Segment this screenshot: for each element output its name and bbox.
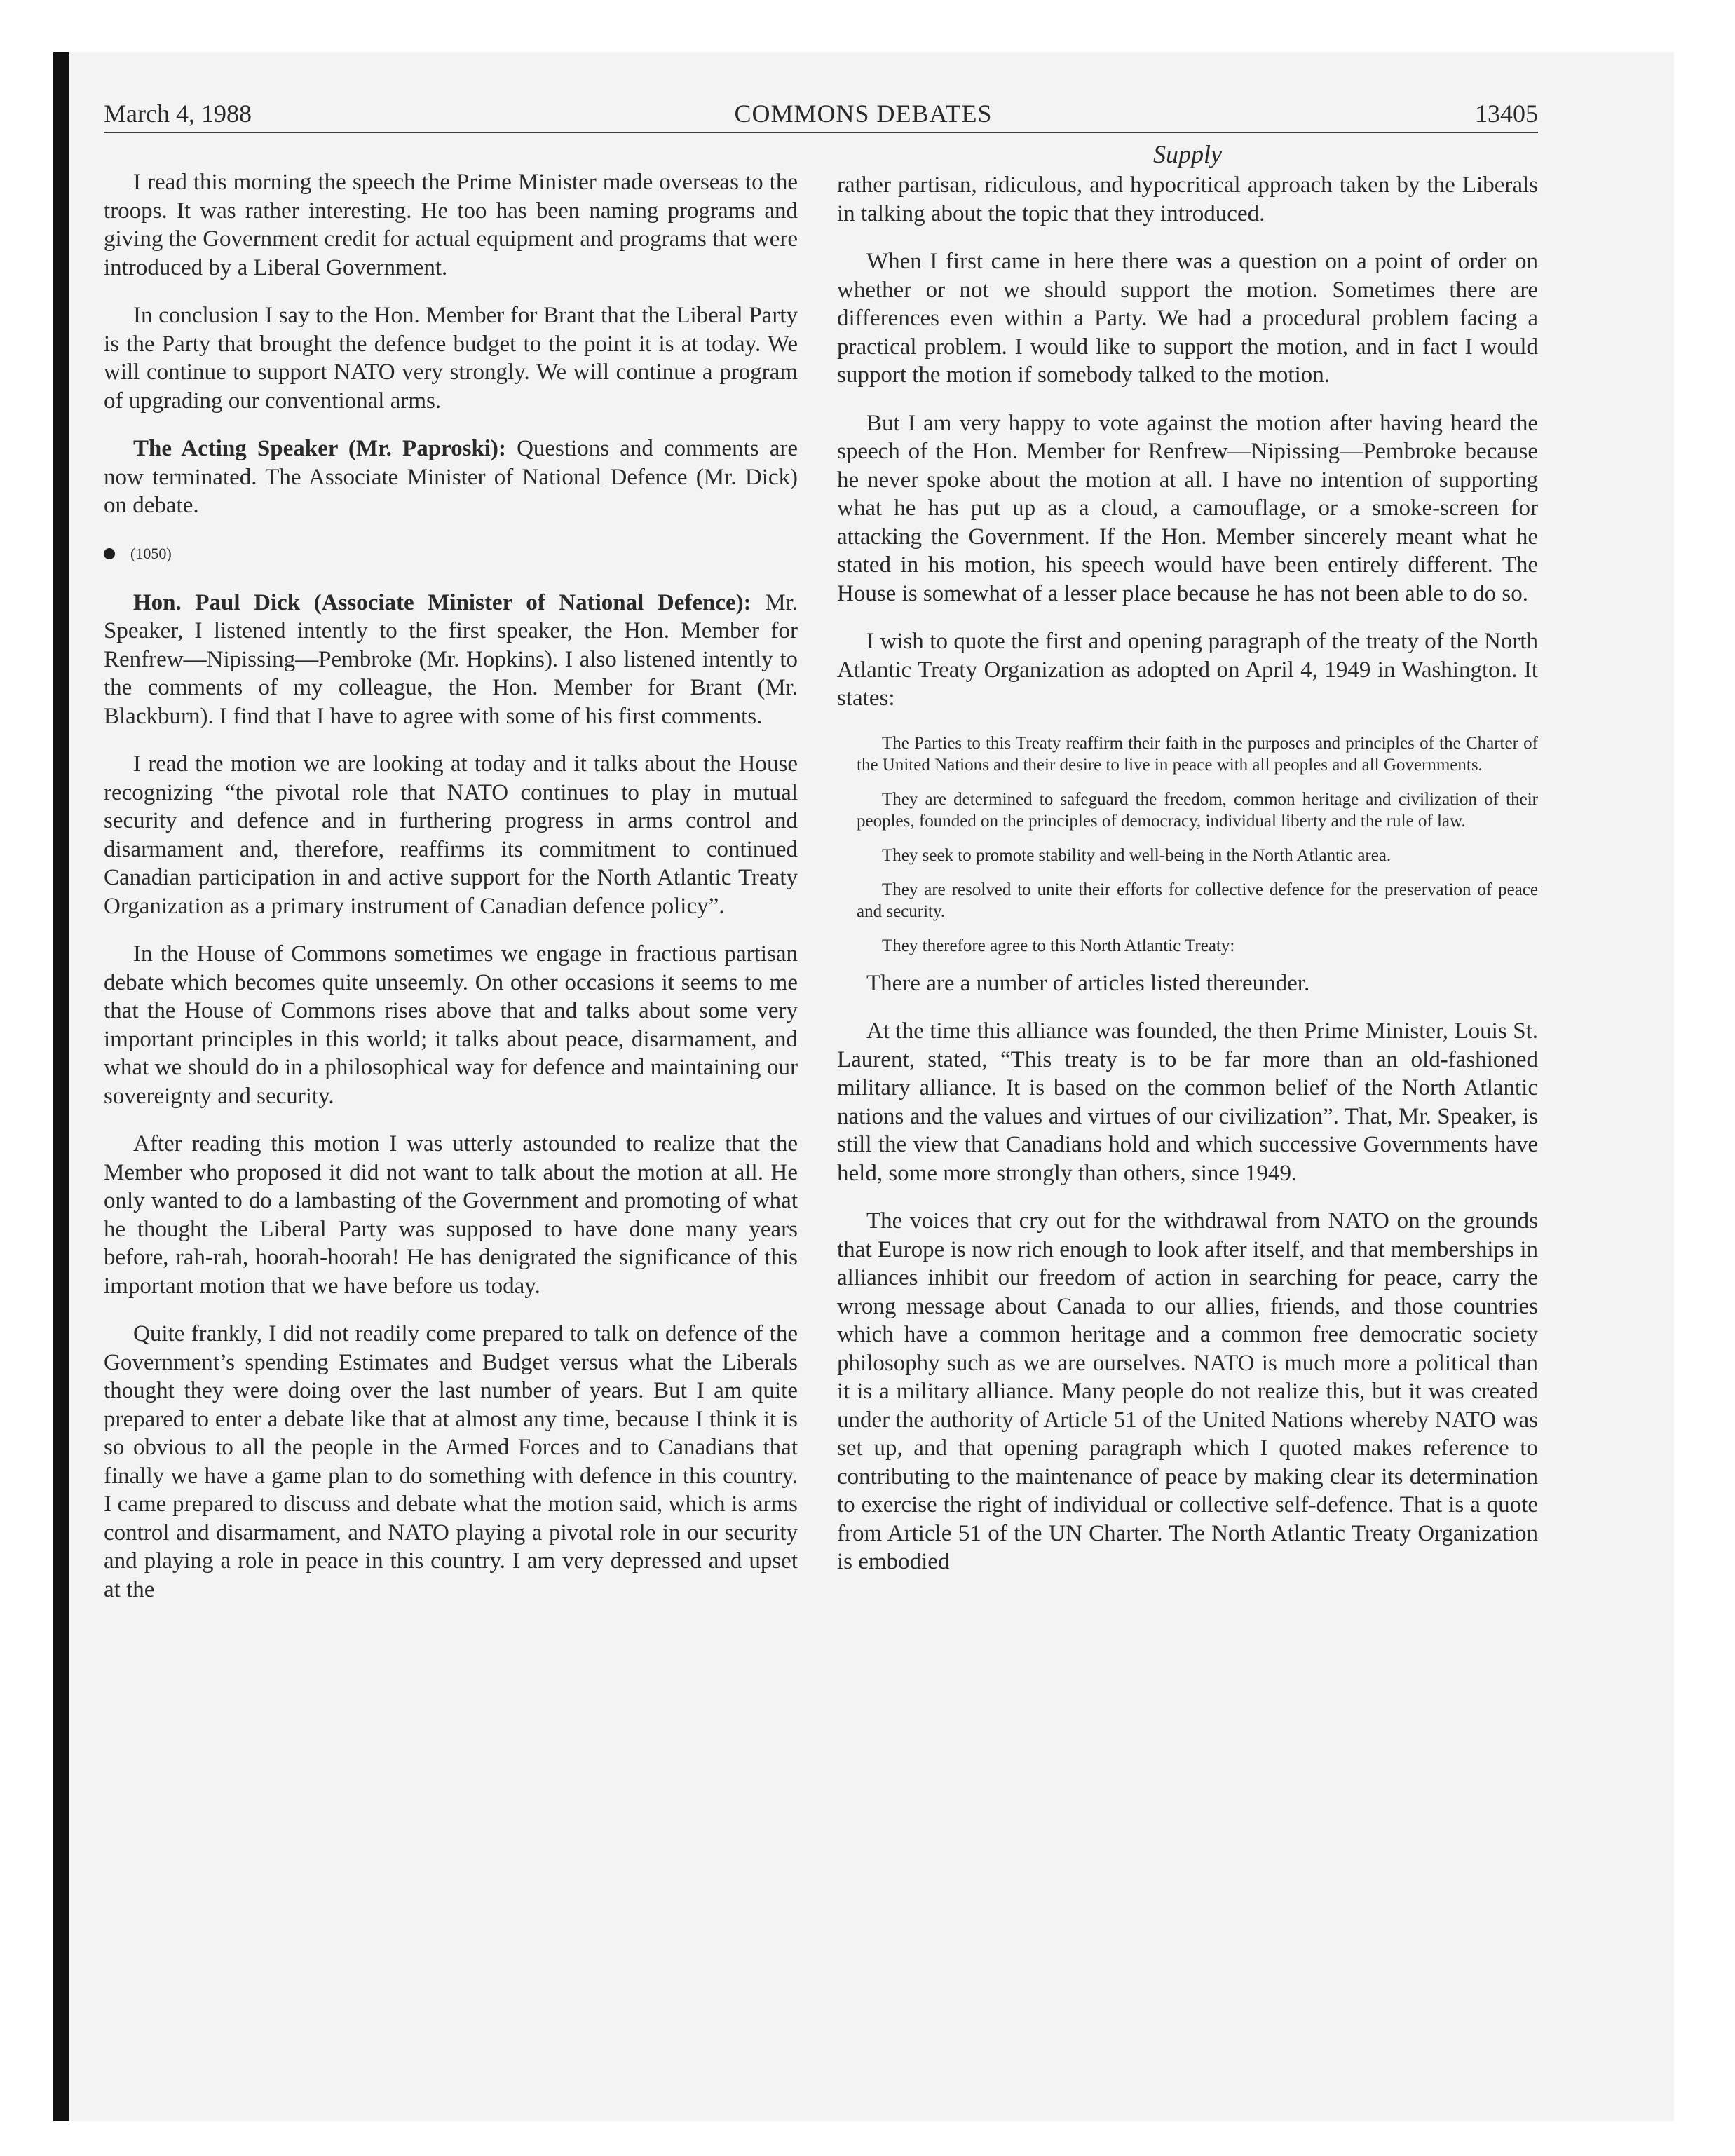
section-title: Supply [1153,140,1222,168]
paragraph: Quite frankly, I did not readily come prepared to talk on defence of the Government’s spending Estimates and Budget versus what the Liberals thought they were doing over the last number of years. But I am quite prepared to enter a debate like that at almost any time, because I think it is so obvious to all the people in the Armed Forces and to Canadians that finally we have a game plan to do something with defence in this country. I came prepared to discuss and debate what the motion said, which is arms control and disarmament, and NATO playing a pivotal role in our security and playing a role in peace in this country. I am very depressed and upset at the [104,1321,798,1602]
paragraph [104,589,798,731]
treaty-quote [837,732,1538,957]
paragraph: At the time this alliance was founded, the then Prime Minister, Louis St. Laurent, stated, “This treaty is to be far more than an old-fashioned military alliance. It is based on the common belief of the North Atlantic nations and the values and virtues of our civilization”. That, Mr. Speaker, is still the view that Canadians hold and which successive Governments have held, some more strongly than others, since 1949. [837,1018,1538,1186]
paragraph: When I first came in here there was a question on a point of order on whether or not we should support the motion. Sometimes there are differences even within a Party. We had a procedural problem facing a practical problem. I would like to support the motion, and in fact I would support the motion if somebody talked to the motion. [837,249,1538,388]
header-title: COMMONS DEBATES [734,100,993,128]
speech-text: Mr. Speaker, I listened intently to the first speaker, the Hon. Member for Renfrew—Nipissing—Pembroke (Mr. Hopkins). I also listened intently to the comments of my colleague, the Hon. Member for Brant (Mr. Blackburn). I find that I have to agree with some of his first comments. [104,589,798,729]
running-header [104,98,1538,133]
header-date: March 4, 1988 [104,100,252,128]
paragraph: rather partisan, ridiculous, and hypocritical approach taken by the Liberals in talking about the topic that they introduced. [837,172,1538,226]
paragraph: I read the motion we are looking at today and it talks about the House recognizing “the pivotal role that NATO continues to play in mutual security and defence and in furthering progress in arms control and disarmament and, therefore, reaffirms its commitment to continued Canadian participation in and active support for the North Atlantic Treaty Organization as a primary instrument of Canadian defence policy”. [104,751,798,919]
quote-paragraph: They are resolved to unite their efforts for collective defence for the preservation of peace and security. [857,880,1538,921]
paragraph: I read this morning the speech the Prime Minister made overseas to the troops. It was rather interesting. He too has been naming programs and giving the Government credit for actual equipment and programs that were introduced by a Liberal Government. [104,170,798,280]
paragraph: In conclusion I say to the Hon. Member for Brant that the Liberal Party is the Party that brought the defence budget to the point it is at today. We will continue to support NATO very strongly. We will continue a program of upgrading our conventional arms. [104,303,798,414]
bullet-icon [104,548,115,559]
page-content [104,98,1538,1623]
scan-edge-bar [53,52,69,2121]
two-column-body [104,135,1538,1623]
speech-text: Questions and comments are now terminated. The Associate Minister of National Defence (Mr. Dick) on debate. [104,436,798,518]
quote-paragraph: They seek to promote stability and well-being in the North Atlantic area. [882,845,1392,865]
paragraph: The voices that cry out for the withdrawal from NATO on the grounds that Europe is now rich enough to look after itself, and that memberships in alliances inhibit our freedom of action in searching for peace, carry the wrong message about Canada to our allies, friends, and those countries which have a common heritage and a common free democratic society philosophy such as we are ourselves. NATO is much more a political than it is a military alliance. Many people do not realize this, but it was created under the authority of Article 51 of the United Nations whereby NATO was set up, and that opening paragraph which I quoted makes reference to contributing to the maintenance of peace by making clear its determination to exercise the right of individual or collective self-defence. That is a quote from Article 51 of the UN Charter. The North Atlantic Treaty Organization is embodied [837,1208,1538,1574]
header-page-number: 13405 [1475,100,1538,128]
paragraph: In the House of Commons sometimes we engage in fractious partisan debate which becomes quite unseemly. On other occasions it seems to me that the House of Commons rises above that and talks about some very important principles in this world; it talks about peace, disarmament, and what we should do in a philosophical way for defence and maintaining our sovereignty and security. [104,941,798,1109]
right-column [837,135,1538,1623]
paragraph: After reading this motion I was utterly astounded to realize that the Member who proposed it did not want to talk about the motion at all. He only wanted to do a lambasting of the Government and promoting of what he thought the Liberal Party was supposed to have done many years before, rah-rah, hoorah-hoorah! He has denigrated the significance of this important motion that we have before us today. [104,1131,798,1299]
quote-paragraph: They are determined to safeguard the freedom, common heritage and civilization of their peoples, founded on the principles of democracy, individual liberty and the rule of law. [857,789,1538,831]
paragraph: I wish to quote the first and opening paragraph of the treaty of the North Atlantic Treaty Organization as adopted on April 4, 1949 in Washington. It states: [837,629,1538,711]
speaker-name: The Acting Speaker (Mr. Paproski): [133,436,506,461]
time-marker [104,540,798,568]
left-column [104,135,798,1623]
time-marker-label: (1050) [130,544,172,562]
quote-paragraph: They therefore agree to this North Atlantic Treaty: [882,936,1235,955]
speaker-name: Hon. Paul Dick (Associate Minister of National Defence): [133,589,751,615]
quote-paragraph: The Parties to this Treaty reaffirm their faith in the purposes and principles of the Charter of the United Nations and their desire to live in peace with all peoples and all Governments. [857,733,1538,775]
paragraph: There are a number of articles listed thereunder. [866,970,1310,996]
paragraph [104,435,798,520]
paragraph: But I am very happy to vote against the motion after having heard the speech of the Hon. Member for Renfrew—Nipissing—Pembroke because he never spoke about the motion at all. I have no intention of supporting what he has put up as a cloud, a camouflage, or a smoke-screen for attacking the Government. If the Hon. Member sincerely meant what he stated in his motion, his speech would have been entirely different. The House is somewhat of a lesser place because he has not been able to do so. [837,410,1538,606]
